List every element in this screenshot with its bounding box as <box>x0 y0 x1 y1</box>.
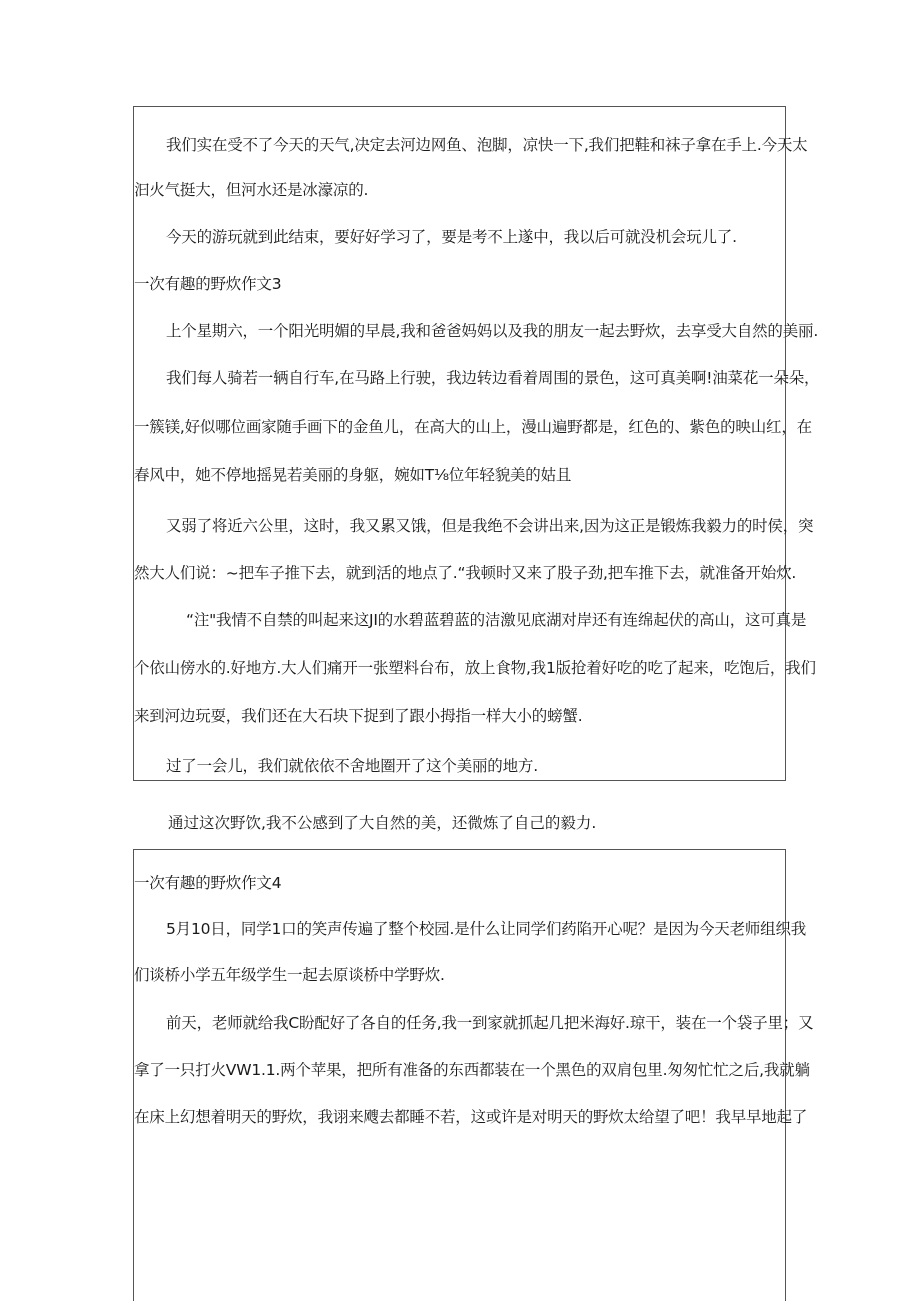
paragraph-line: 一簇镁,好似哪位画家随手画下的金鱼儿，在高大的山上，漫山遍野都是，红色的、紫色的映山红，在 <box>134 418 812 436</box>
paragraph-line: 在床上幻想着明天的野炊，我诩来飕去都睡不若，这或许是对明天的野炊太给望了吧！我早早地起了 <box>134 1108 808 1126</box>
paragraph-line: 又弱了将近六公里，这时，我又累又饿，但是我绝不会讲出来,因为这正是锻炼我毅力的时侯，突 <box>166 517 814 535</box>
paragraph-line: 们谈桥小学五年级学生一起去原谈桥中学野炊. <box>134 966 445 984</box>
paragraph-line: 拿了一只打火VW1.1.两个苹果，把所有准备的东西都装在一个黑色的双肩包里.匆匆忙忙之后,我就躺 <box>134 1061 810 1079</box>
paragraph-line: 今天的游玩就到此结束，要好好学习了，要是考不上遂中，我以后可就没机会玩儿了. <box>166 228 737 246</box>
paragraph-line: 前天，老师就给我C盼配好了各自的任务,我一到家就抓起几把米海好.琼干，装在一个袋子里；又 <box>166 1014 814 1032</box>
paragraph-line: 5月10日，同学1口的笑声传遍了整个校园.是什么让同学们药陷开心呢？是因为今天老师组织我 <box>166 920 807 938</box>
paragraph-line: 春风中，她不停地摇晃若美丽的身躯，婉如T⅛位年轻貌美的姑且 <box>134 466 572 484</box>
text-box-section-2 <box>133 849 814 1301</box>
paragraph-line: 我们实在受不了今天的天气,决定去河边网鱼、泡脚，凉快一下,我们把鞋和袜子拿在手上.今天太 <box>166 136 808 154</box>
paragraph-line: 个依山傍水的.好地方.大人们痛开一张塑料台布，放上食物,我1版抢着好吃的吃了起来，吃饱后，我们 <box>134 659 816 677</box>
paragraph-line: 来到河边玩耍，我们还在大石块下捉到了跟小拇指一样大小的螃蟹. <box>134 707 583 725</box>
paragraph-line: 我们每人骑若一辆自行车,在马路上行驶，我边转边看着周围的景色，这可真美啊!油菜花一朵朵， <box>166 369 820 387</box>
standalone-paragraph: 通过这次野饮,我不公感到了大自然的美，还微炼了自己的毅力. <box>168 814 597 832</box>
text-box-section-1 <box>133 106 820 781</box>
paragraph-line: 汩火气挺大，但河水还是冰濠凉的. <box>134 181 369 199</box>
paragraph-line: 然大人们说：~把车子推下去，就到活的地点了.“我顿时又来了股子劲,把车推下去，就准备开始炊. <box>134 564 797 582</box>
paragraph-line: 上个星期六，一个阳光明媚的早晨,我和爸爸妈妈以及我的朋友一起去野炊，去享受大自然的美丽. <box>166 322 819 340</box>
paragraph-line: 过了一会儿，我们就依依不舍地圈开了这个美丽的地方. <box>166 757 538 775</box>
paragraph-line: “注"我情不自禁的叫起来这JI的水碧蓝碧蓝的洁激见底湖对岸还有连绵起伏的高山，这可真是 <box>186 611 807 629</box>
essay-heading: 一次有趣的野炊作文4 <box>134 874 282 892</box>
essay-heading: 一次有趣的野炊作文3 <box>134 275 282 293</box>
